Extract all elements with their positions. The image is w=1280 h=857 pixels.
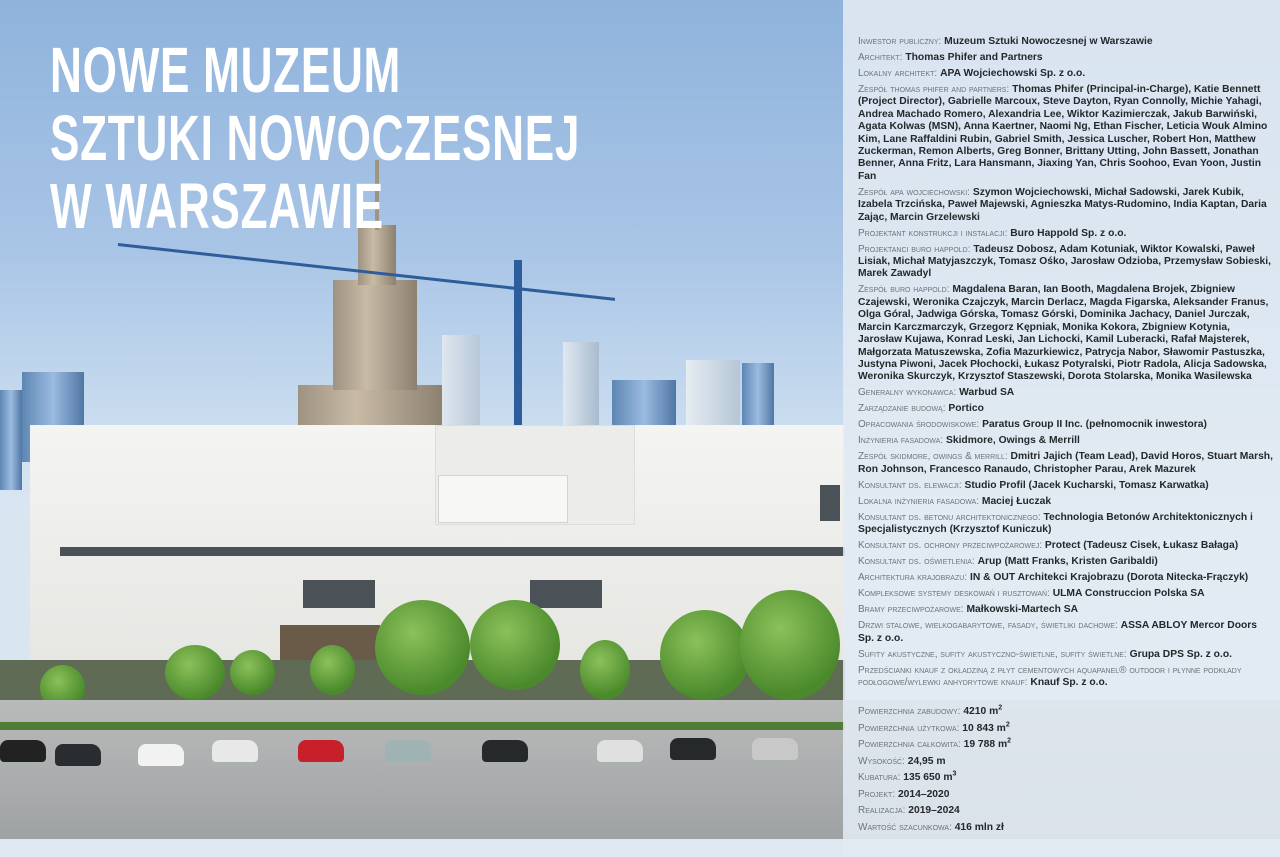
credit-entry: [858, 649, 1274, 661]
credit-entry: [858, 68, 1274, 80]
credit-label: Architektura krajobrazu:: [858, 572, 968, 584]
palace-of-culture: [333, 280, 417, 390]
credit-entry: [858, 556, 1274, 568]
spec-entry: [858, 705, 1274, 718]
credit-value: Magdalena Baran, Ian Booth, Magdalena Brojek, Zbigniew Czajewski, Weronika Czajczyk, Marcin Derlacz, Magda Figarska, Aleksander Franus, Olga Góral, Jadwiga Górska, Tomasz Górski, Dominika Jachacy, Daniel Jurczak, Marcin Karczmarczyk, Grzegorz Kępniak, Monika Kokora, Zbigniew Kotynia, Jarosław Kujawa, Konrad Leski, Jan Lichocki, Kamil Luberacki, Rafał Majsterek, Małgorzata Matuszewska, Zofia Mazurkiewicz, Patrycja Nabor, Sławomir Pastuszka, Justyna Piwoni, Jacek Płochocki, Łukasz Potyralski, Piotr Radola, Alicja Sadowska, Weronika Skurczyk, Krzysztof Staszewski, Dorota Stolarska, Monika Wasilewska: [858, 284, 1269, 383]
spec-entry: [858, 755, 1274, 768]
spec-entry: [858, 771, 1274, 784]
tree: [165, 645, 225, 700]
credit-value: Maciej Łuczak: [981, 495, 1052, 507]
credit-entry: [858, 620, 1274, 645]
credit-value: Grupa DPS Sp. z o.o.: [1129, 648, 1232, 660]
credit-value: Arup (Matt Franks, Kristen Garibaldi): [977, 556, 1158, 568]
credit-value: ASSA ABLOY Mercor Doors Sp. z o.o.: [858, 620, 1258, 644]
car: [597, 740, 643, 762]
credit-entry: [858, 451, 1274, 476]
spec-label: Powierzchnia użytkowa:: [858, 722, 960, 734]
credit-value: Portico: [948, 403, 984, 415]
skyscraper: [686, 360, 740, 428]
specs-list: [858, 705, 1274, 834]
tree: [310, 645, 355, 695]
tree: [375, 600, 470, 695]
credit-label: Projektant konstrukcji i instalacji:: [858, 227, 1008, 239]
credit-value: Thomas Phifer (Principal-in-Charge), Katie Bennett (Project Director), Gabrielle Marcoux, Steve Dayton, Ryan Connolly, Michie Yahagi, Andrea Machado Romero, Alexandria Lee, Wiktor Kazimierczak, Jakub Barwiński, Agata Kolwas (MSN), Anna Kaertner, Naomi Ng, Ethan Fischer, Leticia Wouk Almino Kim, Lane Raffaldini Rubin, Gabriel Smith, Jessica Luscher, Robert Hon, Matthew Zuckerman, Remon Alberts, Greg Bonner, Brittany Utting, John Bassett, Jonathan Benner, Anna Fritz, Lara Hansmann, Jiaxing Yan, Chris Soohoo, Evan Yoon, Justin Fan: [858, 84, 1268, 182]
credit-entry: [858, 84, 1274, 183]
car: [482, 740, 528, 762]
title-line: SZTUKI NOWOCZESNEJ: [50, 102, 581, 174]
spec-entry: [858, 821, 1274, 834]
credit-value: Muzeum Sztuki Nowoczesnej w Warszawie: [944, 36, 1153, 47]
credit-entry: [858, 244, 1274, 281]
spec-label: Kubatura:: [858, 772, 901, 784]
credit-label: Przedścianki knauf z okładziną z płyt cementowych aquapanel® outdoor i płynne podkłady podłogowe/wylewki anhydrytowe knauf:: [858, 664, 1242, 688]
skyscraper: [0, 390, 22, 490]
credit-label: Generalny wykonawca:: [858, 387, 957, 399]
spec-label: Wartość szacunkowa:: [858, 821, 952, 833]
credit-label: Konsultant ds. ochrony przeciwpożarowej:: [858, 540, 1043, 552]
car: [212, 740, 258, 762]
credit-value: Warbud SA: [959, 387, 1015, 399]
credit-value: Technologia Betonów Architektonicznych i Specjalistycznych (Krzysztof Kuniczuk): [858, 511, 1253, 536]
credit-value: Tadeusz Dobosz, Adam Kotuniak, Wiktor Kowalski, Paweł Lisiak, Michał Matyjaszczyk, Tomasz Ośko, Jarosław Odzioba, Przemysław Sobieski, Marek Zawadyl: [858, 243, 1271, 280]
credit-label: Zespół skidmore, owings & merrill:: [858, 451, 1008, 463]
credit-value: Szymon Wojciechowski, Michał Sadowski, Jarek Kubik, Izabela Trzcińska, Paweł Majewski, Agnieszka Matys-Rudomino, India Kaptan, Daria Zając, Marcin Grzelewski: [858, 186, 1267, 223]
credit-entry: [858, 496, 1274, 508]
credit-label: Zespół apa wojciechowski:: [858, 186, 970, 198]
title-line: W WARSZAWIE: [50, 170, 384, 242]
skyscraper: [563, 342, 599, 428]
credit-entry: [858, 665, 1274, 690]
credit-label: Architekt:: [858, 52, 903, 63]
credit-entry: [858, 52, 1274, 64]
palace-of-culture-base: [298, 385, 443, 430]
credit-value: Studio Profil (Jacek Kucharski, Tomasz Karwatka): [964, 479, 1209, 491]
spec-label: Powierzchnia całkowita:: [858, 739, 961, 751]
credit-label: Kompleksowe systemy deskowań i rusztowań:: [858, 588, 1050, 600]
credit-label: Bramy przeciwpożarowe:: [858, 604, 964, 616]
spec-entry: [858, 804, 1274, 817]
car: [55, 744, 101, 766]
credit-entry: [858, 604, 1274, 616]
credit-label: Inżynieria fasadowa:: [858, 435, 944, 447]
credit-entry: [858, 403, 1274, 415]
credit-label: Lokalna inżynieria fasadowa:: [858, 495, 979, 507]
credit-label: Konsultant ds. oświetlenia:: [858, 556, 975, 568]
credit-entry: [858, 187, 1274, 224]
credit-label: Projektanci buro happold:: [858, 243, 971, 255]
credit-value: IN & OUT Architekci Krajobrazu (Dorota Nitecka-Frączyk): [969, 572, 1249, 584]
credit-entry: [858, 435, 1274, 447]
credit-entry: [858, 419, 1274, 431]
credit-entry: [858, 36, 1274, 48]
spec-entry: [858, 788, 1274, 801]
credit-label: Zespół thomas phifer and partners:: [858, 84, 1010, 95]
credit-value: APA Wojciechowski Sp. z o.o.: [940, 68, 1086, 79]
spec-value: 24,95 m: [907, 755, 946, 767]
skyscraper: [442, 335, 480, 428]
credit-value: Buro Happold Sp. z o.o.: [1010, 227, 1127, 239]
credit-entry: [858, 588, 1274, 600]
spec-label: Wysokość:: [858, 755, 905, 767]
credit-value: ULMA Construccion Polska SA: [1052, 588, 1205, 600]
spec-value: 10 843 m: [962, 722, 1006, 734]
credit-entry: [858, 387, 1274, 399]
title-line: NOWE MUZEUM: [50, 34, 402, 106]
spec-value: 2019–2024: [908, 805, 960, 817]
tree: [580, 640, 630, 700]
credit-value: Małkowski-Martech SA: [966, 604, 1079, 616]
spec-unit-exponent: 2: [1005, 721, 1010, 729]
credit-label: Drzwi stalowe, wielkogabarytowe, fasady, świetliki dachowe:: [858, 620, 1118, 632]
credit-label: Zespół buro happold:: [858, 284, 950, 296]
spec-entry: [858, 738, 1274, 751]
tree: [740, 590, 840, 700]
spec-unit-exponent: 3: [952, 770, 957, 778]
credit-label: Konsultant ds. elewacji:: [858, 479, 962, 491]
credit-entry: [858, 572, 1274, 584]
spec-label: Powierzchnia zabudowy:: [858, 706, 961, 718]
tree: [660, 610, 750, 700]
tree: [470, 600, 560, 690]
credit-label: Opracowania środowiskowe:: [858, 419, 980, 431]
car: [752, 738, 798, 760]
spec-label: Realizacja:: [858, 805, 906, 817]
window-opening: [438, 475, 568, 523]
credit-value: Skidmore, Owings & Merrill: [945, 435, 1080, 447]
credit-label: Lokalny architekt:: [858, 68, 938, 79]
car: [138, 744, 184, 766]
credit-label: Konsultant ds. betonu architektonicznego:: [858, 511, 1041, 523]
credit-entry: [858, 512, 1274, 537]
credits-list: [858, 36, 1274, 689]
car: [670, 738, 716, 760]
credit-entry: [858, 480, 1274, 492]
page-title: [50, 36, 580, 240]
credit-value: Thomas Phifer and Partners: [905, 52, 1043, 63]
skyscraper: [742, 363, 774, 428]
spec-value: 416 mln zł: [954, 821, 1004, 833]
credit-entry: [858, 540, 1274, 552]
credit-value: Knauf Sp. z o.o.: [1030, 676, 1108, 688]
spec-value: 2014–2020: [897, 788, 950, 800]
skyscraper: [612, 380, 676, 428]
spec-entry: [858, 722, 1274, 735]
credit-label: Zarządzanie budową:: [858, 403, 946, 415]
credit-value: Dmitri Jajich (Team Lead), David Horos, Stuart Marsh, Ron Johnson, Francesco Ranaudo, Christopher Parau, Arek Mazurek: [858, 451, 1273, 475]
car: [298, 740, 344, 762]
crane-mast: [514, 260, 522, 428]
spec-unit-exponent: 2: [998, 704, 1003, 712]
credit-entry: [858, 228, 1274, 240]
car: [0, 740, 46, 762]
credit-label: Sufity akustyczne, sufity akustyczno-świetlne, sufity świetlne:: [858, 648, 1127, 660]
window-band: [60, 547, 845, 556]
spec-unit-exponent: 2: [1007, 737, 1012, 745]
credit-value: Paratus Group II Inc. (pełnomocnik inwestora): [982, 419, 1207, 431]
spec-label: Projekt:: [858, 788, 896, 800]
tree: [230, 650, 275, 695]
spec-value: 135 650 m: [903, 772, 953, 784]
spec-value: 19 788 m: [963, 739, 1008, 751]
credit-entry: [858, 284, 1274, 383]
credits-column: [858, 36, 1274, 837]
spec-value: 4210 m: [963, 706, 999, 718]
credit-label: Inwestor publiczny:: [858, 36, 942, 47]
credit-value: Protect (Tadeusz Cisek, Łukasz Bałaga): [1044, 540, 1239, 552]
car: [385, 740, 431, 762]
